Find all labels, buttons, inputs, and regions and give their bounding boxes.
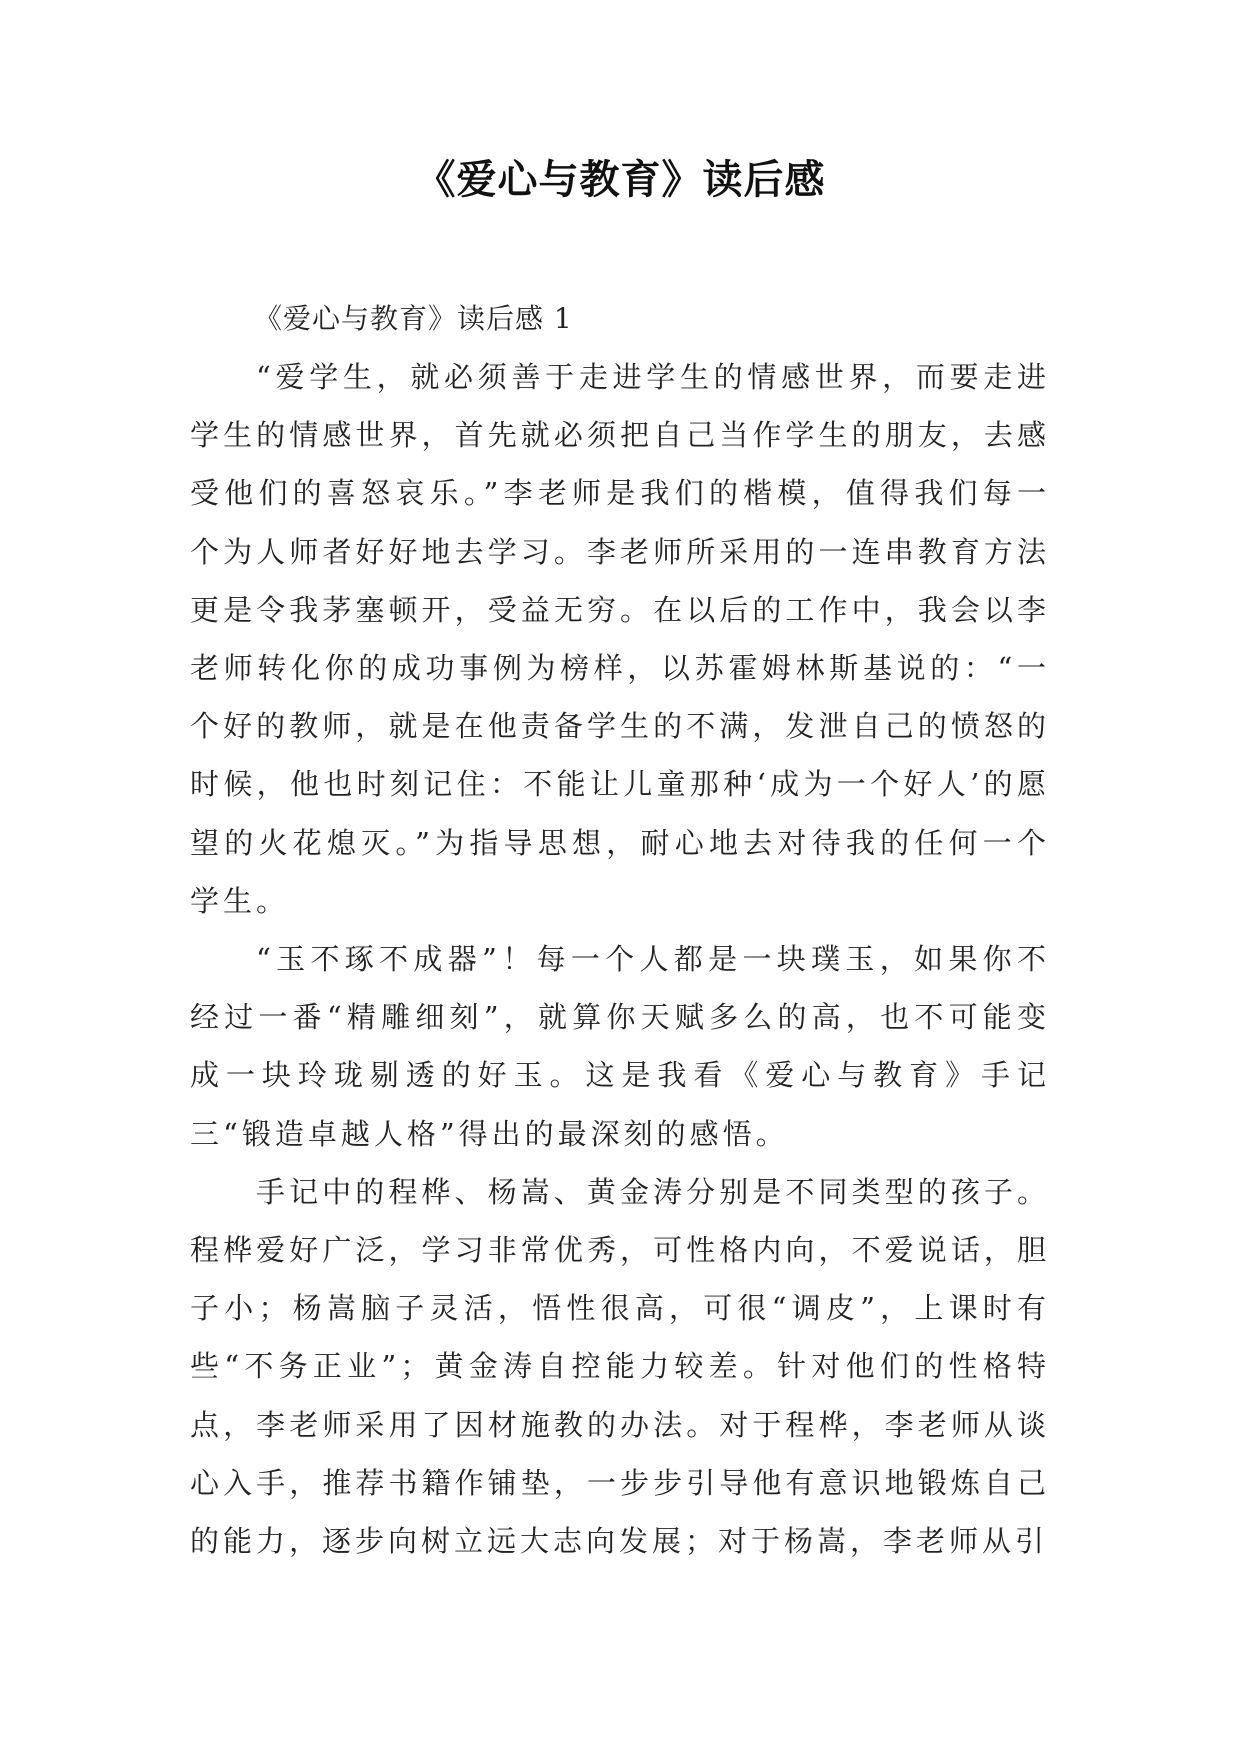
document-title: 《爱心与教育》读后感 bbox=[415, 157, 826, 203]
paragraph-3: 手记中的程桦、杨嵩、黄金涛分别是不同类型的孩子。程桦爱好广泛，学习非常优秀，可性格内向，不爱说话，胆子小；杨嵩脑子灵活，悟性很高，可很“调皮”，上课时有些“不务正业”；黄金涛自控能力较差。针对他们的性格特点，李老师采用了因材施教的办法。对于程桦，李老师从谈心入手，推荐书籍作铺垫，一步步引导他有意识地锻炼自己的能力，逐步向树立远大志向发展；对于杨嵩，李老师从引 bbox=[190, 1174, 1050, 1559]
paragraph-2: “玉不琢不成器”！每一个人都是一块璞玉，如果你不经过一番“精雕细刻”，就算你天赋多么的高，也不可能变成一块玲珑剔透的好玉。这是我看《爱心与教育》手记三“锻造卓越人格”得出的最深刻的感悟。 bbox=[190, 942, 1050, 1151]
document-body bbox=[190, 290, 1050, 1570]
section-heading: 《爱心与教育》读后感 1 bbox=[254, 302, 573, 335]
paragraph-1: “爱学生，就必须善于走进学生的情感世界，而要走进学生的情感世界，首先就必须把自己当作学生的朋友，去感受他们的喜怒哀乐。”李老师是我们的楷模，值得我们每一个为人师者好好地去学习。李老师所采用的一连串教育方法更是令我茅塞顿开，受益无穷。在以后的工作中，我会以李老师转化你的成功事例为榜样，以苏霍姆林斯基说的：“一个好的教师，就是在他责备学生的不满，发泄自己的愤怒的时候，他也时刻记住：不能让儿童那种‘成为一个好人’的愿望的火花熄灭。”为指导思想，耐心地去对待我的任何一个学生。 bbox=[190, 360, 1050, 918]
